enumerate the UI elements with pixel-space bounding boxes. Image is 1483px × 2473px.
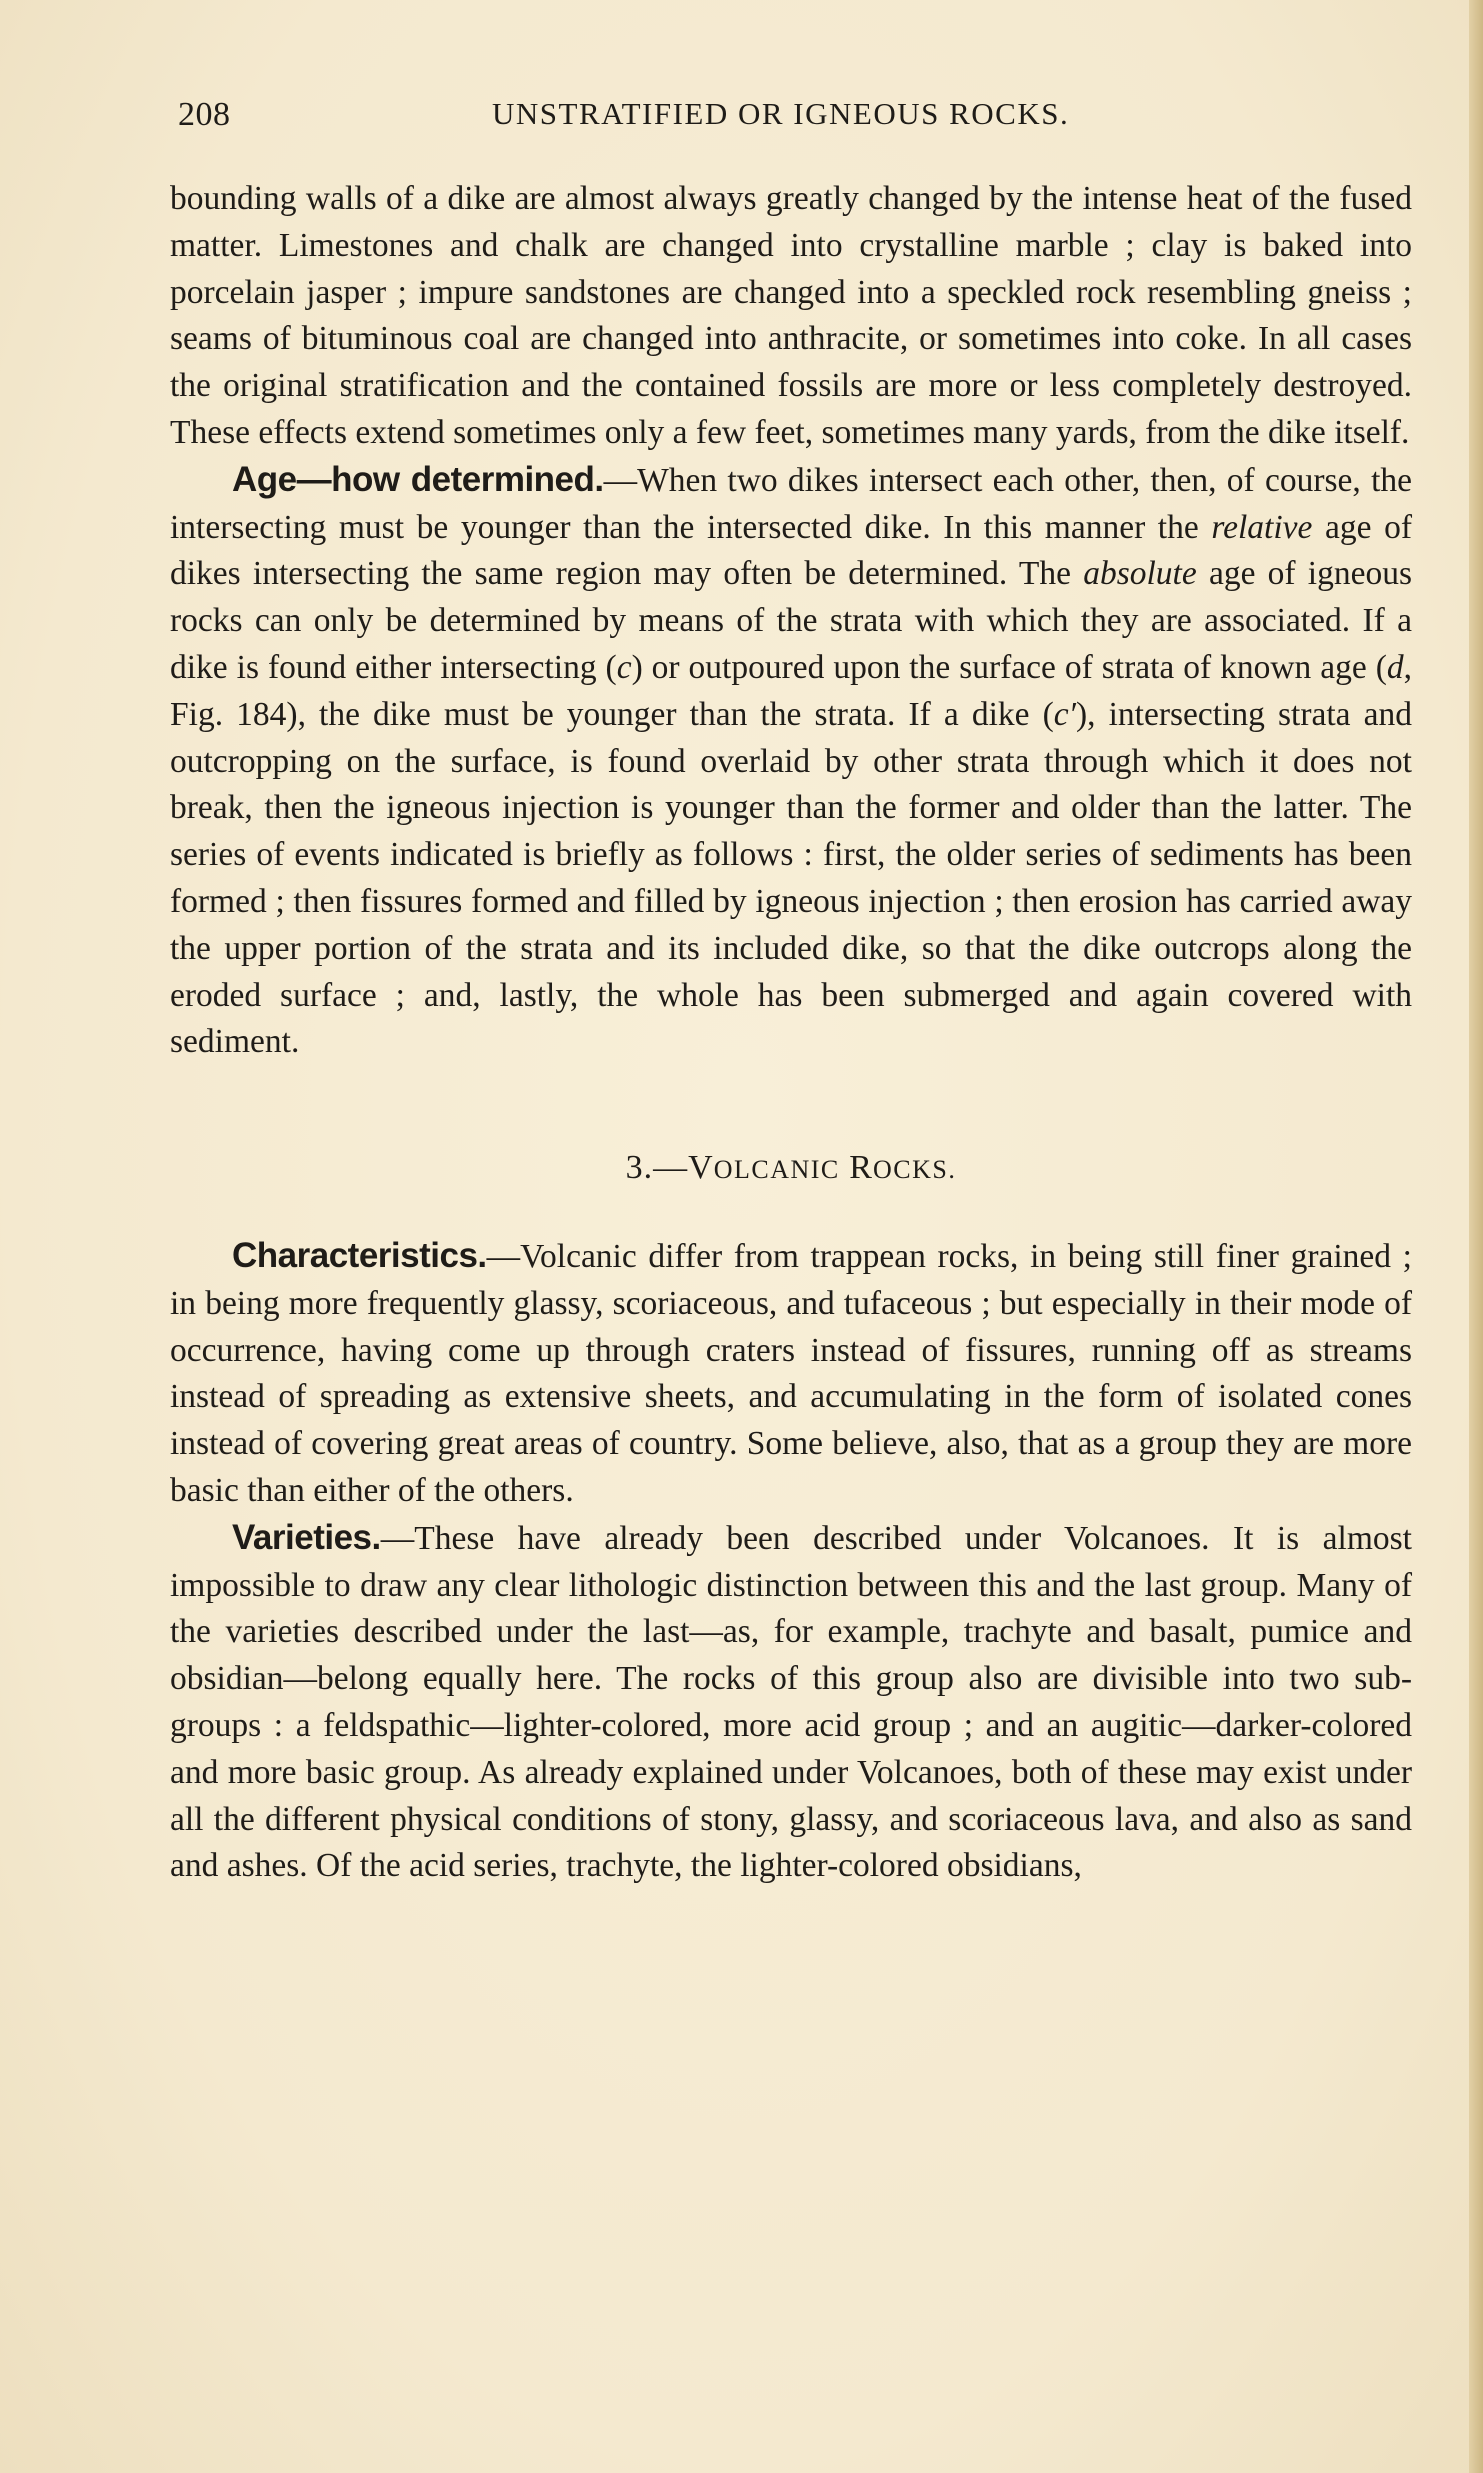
paragraph-age-determined (170, 457, 1412, 1066)
text-segment: , Fig. 184), the dike must be younger than the strata. If a dike ( (170, 648, 1412, 733)
section-word-rest: OLCANIC (713, 1155, 840, 1185)
section-word-cap: V (688, 1149, 714, 1187)
page-body (170, 176, 1412, 1890)
page-number: 208 (178, 96, 231, 133)
page-edge (1469, 0, 1483, 2473)
paragraph-characteristics (170, 1233, 1412, 1515)
text-segment: age of igneous rocks can only be determined by means of the strata with which they are associated. If a dike is found either intersecting ( (170, 555, 1413, 686)
text-segment: —These have already been described under Volcanoes. It is almost impossible to draw any clear lithologic distinction between this and the last group. Many of the varieties described under the last—as, for example, trachyte and basalt, pumice and obsidian—belong equally here. The rocks of this group also are divisible into two sub-groups : a feldspathic—lighter-colored, more acid group ; and an augitic—darker-colored and more basic group. As already explained under Volcanoes, both of these may exist under all the different physical conditions of stony, glassy, and scoriaceous lava, and also as sand and ashes. Of the acid series, trachyte, the lighter-colored obsidians, (170, 1519, 1412, 1885)
paragraph-dike-effects: bounding walls of a dike are almost always greatly changed by the intense heat of the fused matter. Limestones and chalk are changed into crystalline marble ; clay is baked into porcelain jasper ; impure sandstones are changed into a speckled rock resembling gneiss ; seams of bituminous coal are changed into anthracite, or sometimes into coke. In all cases the original stratification and the contained fossils are more or less completely destroyed. These effects extend sometimes only a few feet, sometimes many yards, from the dike itself. (170, 180, 1412, 451)
section-word-cap: R (849, 1149, 873, 1187)
section-title (170, 1145, 1412, 1194)
text-segment: —Volcanic differ from trappean rocks, in being still finer grained ; in being more frequently glassy, scoriaceous, and tufaceous ; but especially in their mode of occurrence, having come up through craters instead of fissures, running off as streams instead of spreading as extensive sheets, and accumulating in the form of isolated cones instead of covering great areas of country. Some believe, also, that as a group they are more basic than either of the others. (170, 1237, 1412, 1509)
italic-term-relative: relative (1211, 508, 1313, 546)
text-segment: ) or outpoured upon the surface of strata of known age ( (631, 648, 1387, 686)
page-header (172, 92, 1412, 140)
text-segment: —When two dikes intersect each other, then, of course, the intersecting must be younger than the intersected dike. In this manner the (170, 461, 1412, 546)
italic-term-absolute: absolute (1083, 555, 1197, 593)
running-title: UNSTRATIFIED OR IGNEOUS ROCKS. (492, 96, 1070, 131)
text-segment: ), intersecting strata and outcropping on the surface, is found overlaid by other strata through which it does not break, then the igneous injection is younger than the former and older than the latter. The series of events indicated is briefly as follows : first, the older series of sediments has been formed ; then fissures formed and filled by igneous injection ; then erosion has carried away the upper portion of the strata and its included dike, so that the dike outcrops along the eroded surface ; and, lastly, the whole has been submerged and again covered with sediment. (170, 695, 1412, 1061)
section-word-rest: OCKS. (872, 1155, 957, 1185)
text-segment: age of dikes intersecting the same region may often be determined. The (170, 508, 1412, 593)
italic-letter-d: d (1386, 648, 1404, 686)
run-in-heading-varieties: Varieties. (232, 1517, 381, 1557)
run-in-heading-age: Age—how determined. (232, 459, 604, 499)
paragraph-varieties (170, 1515, 1412, 1890)
italic-letter-c: c (616, 648, 632, 686)
section-number: 3.— (625, 1149, 689, 1187)
run-in-heading-characteristics: Characteristics. (232, 1235, 487, 1275)
italic-letter-c-prime: c′ (1053, 695, 1076, 733)
